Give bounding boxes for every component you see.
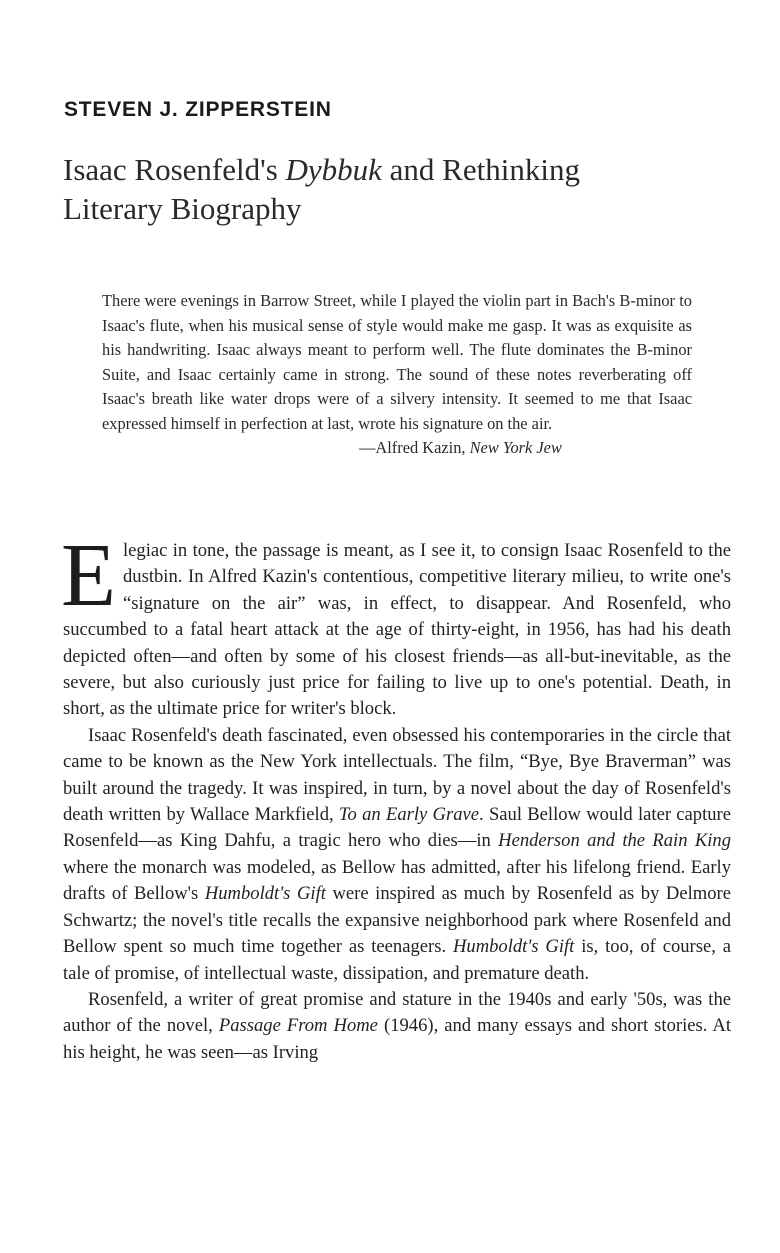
book-title-to-an-early-grave: To an Early Grave — [338, 804, 480, 826]
paragraph-3-text-a: Rosenfeld, a writer of great promise and stature in the 1940s and early '50s, was the author of the novel, — [63, 988, 731, 1037]
chapter-title — [63, 150, 743, 228]
book-title-humboldts-gift: Humboldt's Gift — [204, 883, 326, 905]
paragraph-3 — [63, 987, 731, 1066]
paragraph-1 — [61, 526, 731, 723]
body-text — [61, 526, 731, 1066]
paragraph-2-text-a: Isaac Rosenfeld's death fascinated, even obsessed his contemporaries in the circle that came to be known as the New York intellectuals. The film, “Bye, Bye Braverman” was built around the tragedy. It was inspired, in turn, by a novel about the day of Rosenfeld's death written by Wallace Markfield, — [63, 724, 731, 826]
title-part-1: Isaac Rosenfeld's — [63, 152, 286, 187]
paragraph-1-text: legiac in tone, the passage is meant, as I see it, to consign Isaac Rosenfeld to the dustbin. In Alfred Kazin's contentious, competitive literary milieu, to write one's “signature on the air” was, in effect, to disappear. And Rosenfeld, who succumbed to a fatal heart attack at the age of thirty-eight, in 1956, has had his death depicted often—and often by some of his closest friends—as all-but-inevitable, as the severe, but also curiously just price for failing to live up to one's potential. Death, in short, as the ultimate price for writer's block. — [63, 540, 731, 720]
epigraph-attribution — [102, 436, 692, 461]
attribution-source: New York Jew — [469, 438, 562, 457]
paragraph-2-text-d: were inspired as much by Rosenfeld as by Delmore Schwartz; the novel's title recalls the expansive neighborhood park where Rosenfeld and Bellow spent so much time together as teenagers. — [63, 883, 731, 958]
attribution-author: —Alfred Kazin, — [359, 438, 470, 457]
drop-cap: E — [61, 526, 116, 625]
author-name: STEVEN J. ZIPPERSTEIN — [64, 98, 332, 121]
paragraph-2-text-b: . Saul Bellow would later capture Rosenfeld—as King Dahfu, a tragic hero who dies—in — [63, 804, 731, 852]
title-part-2: and Rethinking — [381, 152, 580, 187]
title-italic-dybbuk: Dybbuk — [285, 152, 382, 187]
epigraph-quote: There were evenings in Barrow Street, while I played the violin part in Bach's B-minor to Isaac's flute, when his musical sense of style would make me gasp. It was as exquisite as his handwriting. Isaac always meant to perform well. The flute dominates the B-minor Suite, and Isaac certainly came in strong. The sound of these notes reverberating off Isaac's breath like water drops were of a silvery intensity. It seemed to me that Isaac expressed himself in perfection at last, wrote his signature on the air. — [102, 291, 692, 433]
paragraph-2 — [63, 723, 731, 987]
book-title-henderson: Henderson and the Rain King — [498, 830, 731, 852]
title-line-2: Literary Biography — [63, 191, 302, 226]
book-title-passage-from-home: Passage From Home — [218, 1015, 378, 1037]
epigraph — [102, 289, 692, 461]
paragraph-3-text-b: (1946), and many essays and short stories. At his height, he was seen—as Irving — [63, 1015, 731, 1063]
paragraph-2-text-c: where the monarch was modeled, as Bellow has admitted, after his lifelong friend. Early drafts of Bellow's — [63, 856, 731, 905]
paragraph-2-text-e: is, too, of course, a tale of promise, of intellectual waste, dissipation, and premature death. — [63, 936, 731, 984]
book-title-humboldts-gift-2: Humboldt's Gift — [452, 936, 575, 958]
